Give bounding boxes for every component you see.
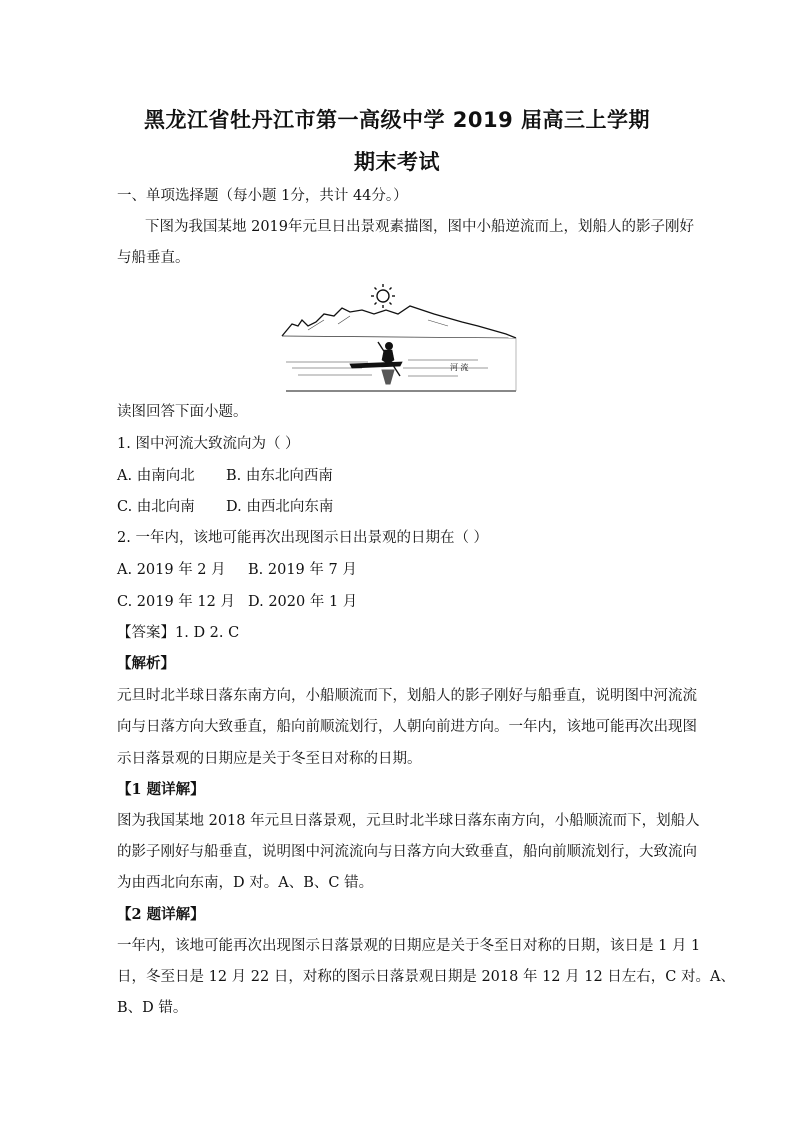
- analysis-heading: 【解析】: [117, 655, 175, 672]
- intro-line-2: 与船垂直。: [117, 250, 190, 266]
- detail-1-line-2: 的影子刚好与船垂直，说明图中河流流向与日落方向大致垂直，船向前顺流划行，大致流向: [117, 844, 697, 860]
- question-2-option-b: B. 2019 年 7 月: [248, 562, 357, 578]
- question-1-option-c: C. 由北向南: [117, 499, 195, 515]
- question-2-option-c: C. 2019 年 12 月: [117, 594, 235, 610]
- analysis-line-3: 示日落景观的日期应是关于冬至日对称的日期。: [117, 751, 422, 767]
- question-2-stem: 2. 一年内，该地可能再次出现图示日出景观的日期在（ ）: [117, 530, 489, 546]
- detail-2-line-3: B、D 错。: [117, 1000, 188, 1016]
- section-heading: 一、单项选择题（每小题 1分，共计 44分。）: [117, 188, 408, 204]
- answer-line: 【答案】1. D 2. C: [117, 625, 240, 641]
- detail-2-heading: 【2 题详解】: [117, 906, 205, 923]
- sun-icon: [371, 284, 395, 308]
- document-title: 黑龙江省牡丹江市第一高级中学 2019 届高三上学期: [143, 108, 651, 132]
- river-label: 河 流: [450, 363, 469, 372]
- question-1-option-a: A. 由南向北: [117, 468, 195, 484]
- intro-line-1: 下图为我国某地 2019年元旦日出景观素描图，图中小船逆流而上，划船人的影子刚好: [145, 219, 695, 235]
- sunrise-sketch-figure: [278, 280, 518, 392]
- detail-1-line-3: 为由西北向东南，D 对。A、B、C 错。: [117, 875, 374, 891]
- mountain-ridge: [282, 306, 516, 338]
- instruction-text: 读图回答下面小题。: [117, 404, 248, 420]
- question-2-option-d: D. 2020 年 1 月: [248, 594, 358, 610]
- detail-2-line-1: 一年内，该地可能再次出现图示日落景观的日期应是关于冬至日对称的日期，该日是 1 月 1: [117, 938, 701, 954]
- detail-1-heading: 【1 题详解】: [117, 781, 205, 798]
- question-1-option-d: D. 由西北向东南: [226, 499, 334, 515]
- analysis-line-2: 向与日落方向大致垂直，船向前顺流划行，人朝向前进方向。一年内，该地可能再次出现图: [117, 719, 697, 735]
- question-2-option-a: A. 2019 年 2 月: [117, 562, 226, 578]
- analysis-line-1: 元旦时北半球日落东南方向，小船顺流而下，划船人的影子刚好与船垂直，说明图中河流流: [117, 688, 697, 704]
- question-1-option-b: B. 由东北向西南: [226, 468, 333, 484]
- detail-1-line-1: 图为我国某地 2018 年元旦日落景观，元旦时北半球日落东南方向，小船顺流而下，划船人: [117, 813, 700, 829]
- boat-and-rower: [350, 342, 402, 384]
- detail-2-line-2: 日，冬至日是 12 月 22 日，对称的图示日落景观日期是 2018 年 12 月 12 日左右，C 对。A、: [117, 969, 735, 985]
- document-subtitle: 期末考试: [354, 150, 440, 174]
- question-1-stem: 1. 图中河流大致流向为（ ）: [117, 436, 300, 452]
